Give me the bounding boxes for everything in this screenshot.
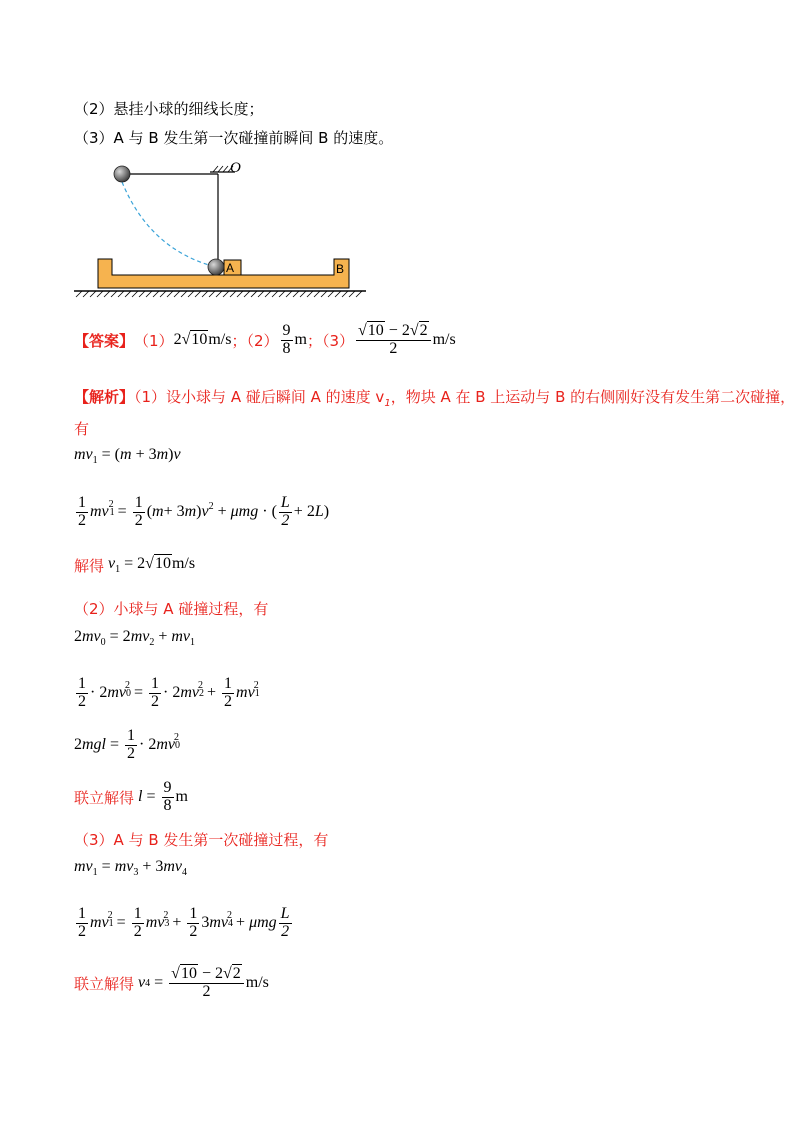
answer-p2-fraction: $\frac{9}{8}$ (282, 321, 291, 357)
answer-p1-label: （1） (134, 331, 174, 350)
eq-momentum-1: $mv_1 = (m + 3m)v$ (74, 446, 181, 467)
eq-energy-3: $\frac{1}{2}$ mv 1 $^2$ = $\frac{1}{2}$ mv 3 $^2$ + $\frac{1}{2}$ 3 mv 4 $^2$ + μmg $\frac{L}{2}$ (78, 905, 290, 940)
eq-momentum-3: $mv_1 = mv_3 + 3mv_4$ (74, 858, 188, 879)
question-3: （3）A 与 B 发生第一次碰撞前瞬间 B 的速度。 (74, 129, 394, 147)
ground-hatch (76, 291, 362, 297)
answer-line (74, 320, 456, 360)
eq-energy-2: $\frac{1}{2}$ · 2 mv 0 $^2$ = $\frac{1}{2}$ · 2 mv 2 $^2$ + $\frac{1}{2}$ mv 1 $^2$ (78, 675, 260, 710)
answer-p1-value: 2√10m/s (173, 331, 232, 348)
label-b: B (336, 262, 345, 276)
solve-3: 联立解得 v 4 = $\frac{√10 - 2√2}{2}$ m/s (74, 965, 269, 1000)
solve-2: 联立解得 l = $\frac{9}{8}$ m (74, 779, 188, 814)
label-o: O (230, 160, 241, 176)
label-a: A (226, 261, 235, 275)
answer-p3-fraction: $\frac{√10 - 2√2}{2}$ (356, 323, 431, 358)
eq-energy-1: $\frac{1}{2}$ mv 1 $^2$ = $\frac{1}{2}$ ( m + 3 m ) v $^2$ + μmg · ( $\frac{L}{2}$ + 2 L ) (78, 494, 330, 529)
question-2: （2）悬挂小球的细线长度； (74, 100, 264, 118)
analysis-line-1-cont: 有 (74, 420, 90, 438)
analysis-line-1: 【解析】（1）设小球与 A 碰后瞬间 A 的速度 $v_1$，物块 A 在 B 上运动与 B 的右侧刚好没有发生第二次碰撞， (74, 388, 796, 409)
analysis-tag: 【解析】 (74, 388, 135, 406)
analysis-part-3-head: （3）A 与 B 发生第一次碰撞过程，有 (74, 831, 329, 849)
swing-path (122, 182, 216, 267)
eq-pendulum: 2 mgl = $\frac{1}{2}$ · 2 mv 0 $^2$ (74, 727, 181, 762)
answer-sep-1: ；（2） (231, 331, 279, 350)
eq-momentum-2: $2mv_0 = 2mv_2 + mv_1$ (74, 628, 196, 649)
solve-1: 解得 $v_1 = 2√10m/s$ (74, 555, 196, 576)
answer-p3-unit: m/s (432, 331, 456, 348)
ball-bottom (208, 259, 224, 275)
physics-figure (70, 155, 370, 300)
analysis-part-2-head: （2）小球与 A 碰撞过程，有 (74, 600, 269, 618)
answer-tag: 【答案】 (74, 331, 135, 350)
ball-start (114, 166, 130, 182)
answer-p2-unit: m (294, 331, 307, 348)
answer-sep-2: ；（3） (306, 331, 355, 350)
